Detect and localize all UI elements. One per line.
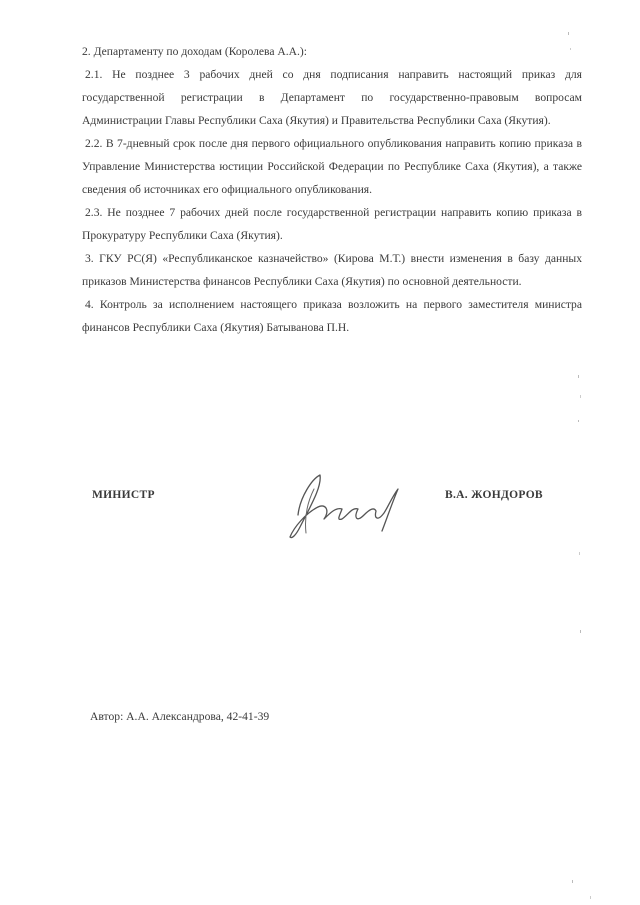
document-body — [82, 40, 582, 339]
signature-block — [0, 485, 640, 565]
paragraph-2-1: 2.1. Не позднее 3 рабочих дней со дня подписания направить настоящий приказ для государственной регистрации в Департамент по государственно-правовым вопросам Администрации Главы Республики Саха (Якутия) и Правительства Республики Саха (Якутия). — [82, 68, 582, 127]
signer-name: В.А. ЖОНДОРОВ — [445, 489, 543, 501]
paragraph-2: 2. Департаменту по доходам (Королева А.А.): — [82, 45, 308, 58]
signer-title: МИНИСТР — [92, 489, 155, 501]
paragraph-2-3: 2.3. Не позднее 7 рабочих дней после государственной регистрации направить копию приказа в Прокуратуру Республики Саха (Якутия). — [82, 206, 582, 242]
handwritten-signature — [270, 467, 420, 547]
paragraph-4: 4. Контроль за исполнением настоящего приказа возложить на первого заместителя министра финансов Республики Саха (Якутия) Батыванова П.Н. — [82, 298, 582, 334]
paragraph-2-2: 2.2. В 7-дневный срок после дня первого официального опубликования направить копию приказа в Управление Министерства юстиции Российской Федерации по Республике Саха (Якутия), а также сведения об источниках его официального опубликования. — [82, 137, 582, 196]
paragraph-3: 3. ГКУ РС(Я) «Республиканское казначейство» (Кирова М.Т.) внести изменения в базу данных приказов Министерства финансов Республики Саха (Якутия) по основной деятельности. — [82, 252, 582, 288]
author-line: Автор: А.А. Александрова, 42-41-39 — [90, 710, 270, 723]
